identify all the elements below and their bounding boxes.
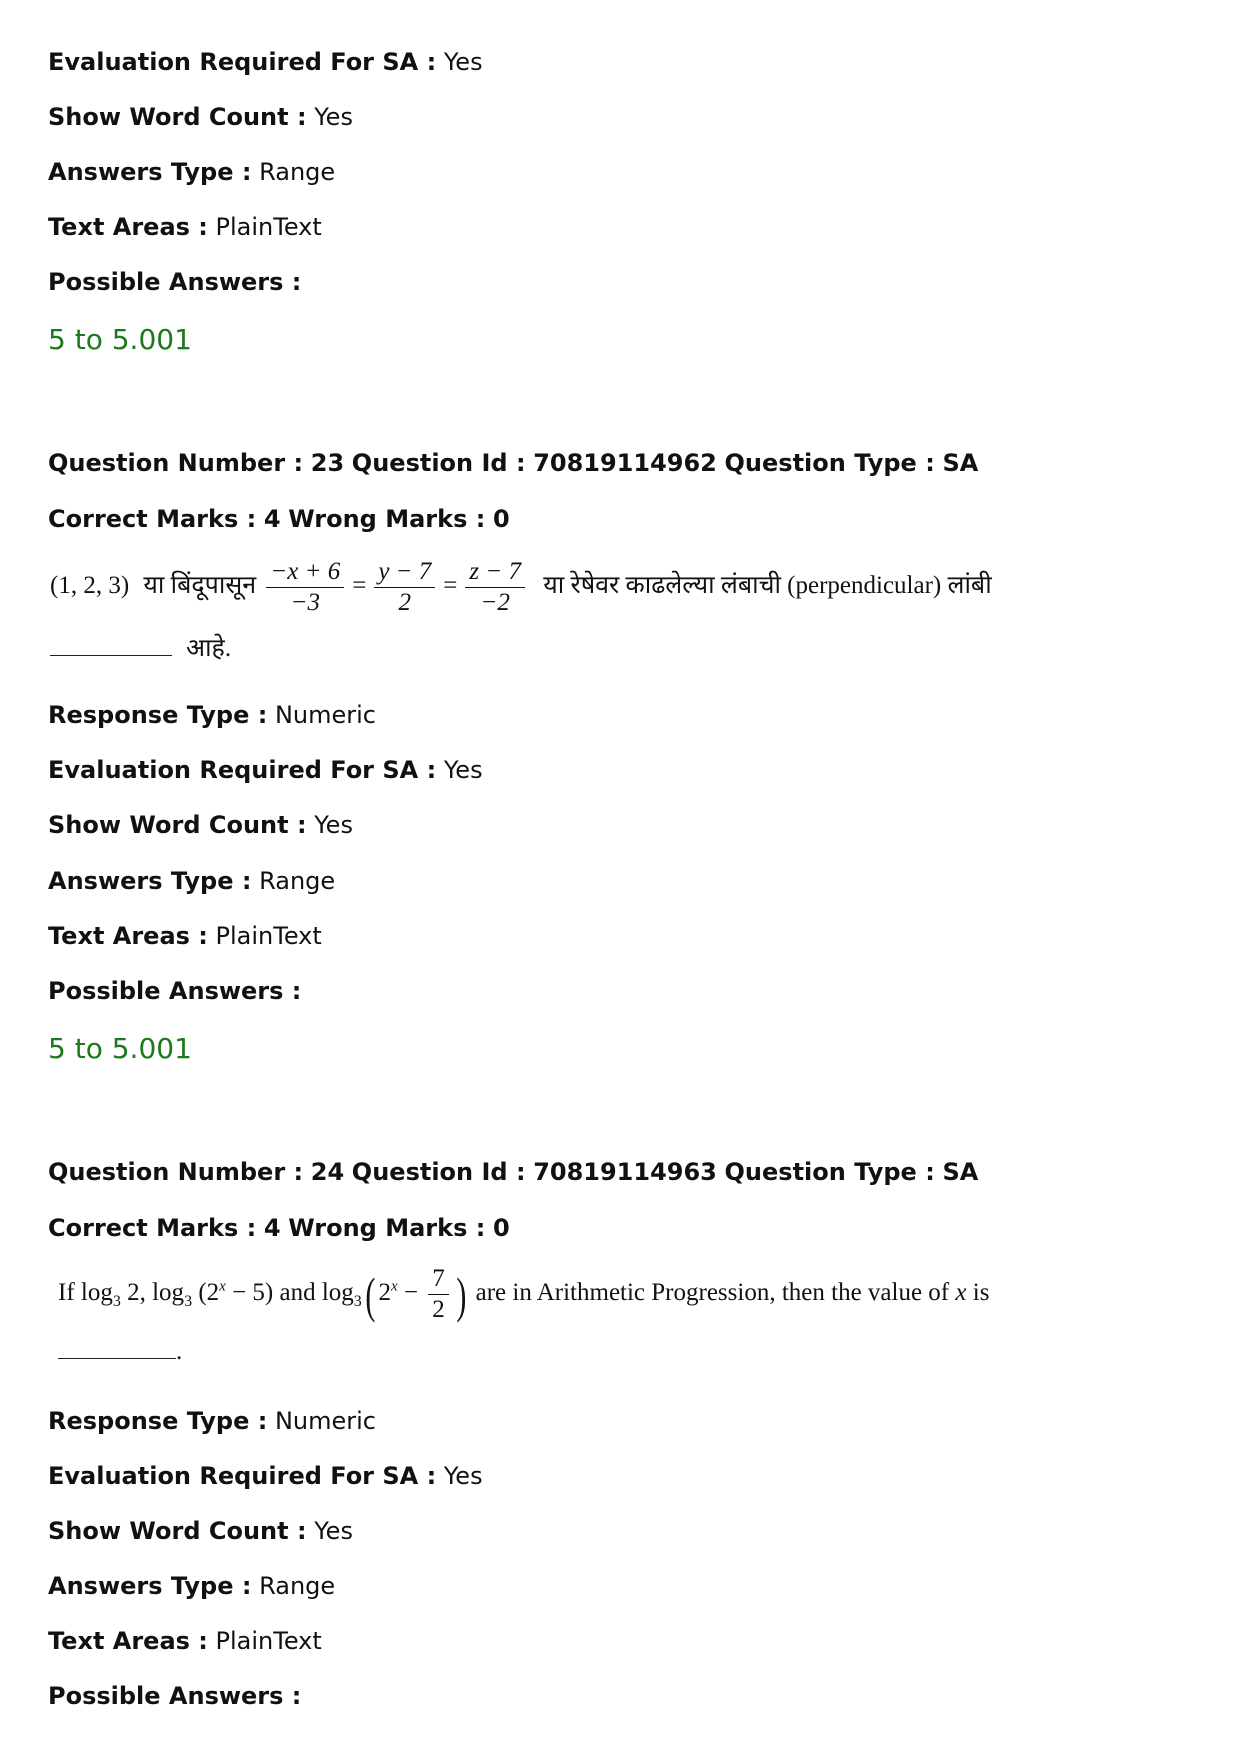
label: Text Areas : xyxy=(48,1627,208,1655)
denominator: 2 xyxy=(398,589,412,616)
q23-question-text: (1, 2, 3) या बिंदूपासून $\frac{-x + 6}{-3}$ = $\frac{y - 7}{2}$ = $\frac{z - 7}{-2}$ या रेषेवर काढलेल्या लंबाची (perpendicular) लांबी xyxy=(50,558,992,616)
numerator: z − 7 xyxy=(465,558,525,588)
label: Question Id : xyxy=(351,449,526,477)
value: PlainText xyxy=(215,922,322,950)
denominator: 2 xyxy=(432,1296,445,1323)
value: Range xyxy=(259,867,336,895)
point: (1, 2, 3) xyxy=(50,572,130,600)
value: Yes xyxy=(314,103,353,131)
q24-question-text: If $\log_3 2$, $\log_3 (2^x - 5)$ and $\log_3$( $2^x$ − $\frac{7}{2}$ ) are in Arithmetic Progression, then the value of x is xyxy=(58,1265,990,1323)
prev-text-areas xyxy=(48,212,322,242)
value: Numeric xyxy=(274,1407,376,1435)
q24-answers-type xyxy=(48,1571,335,1601)
answer-blank xyxy=(50,641,172,656)
value: 23 xyxy=(310,449,345,477)
label: Answers Type : xyxy=(48,1572,252,1600)
q23-eval-required xyxy=(48,755,483,785)
label: Show Word Count : xyxy=(48,103,307,131)
from-point: या बिंदूपासून xyxy=(143,572,257,600)
label: Question Type : xyxy=(724,1158,935,1186)
q23-marks xyxy=(48,504,510,534)
value: PlainText xyxy=(215,213,322,241)
label: Text Areas : xyxy=(48,213,208,241)
numerator: y − 7 xyxy=(374,558,435,588)
label: Possible Answers : xyxy=(48,1682,302,1710)
label: Possible Answers : xyxy=(48,268,302,296)
value: PlainText xyxy=(215,1627,322,1655)
value: Numeric xyxy=(274,701,376,729)
prev-possible-answer: 5 to 5.001 xyxy=(48,323,192,356)
label: Wrong Marks : xyxy=(288,1214,486,1242)
tail: are in Arithmetic Progression, then the value of xyxy=(469,1279,956,1307)
if: If xyxy=(58,1279,75,1307)
is: is xyxy=(966,1279,990,1307)
label: Evaluation Required For SA : xyxy=(48,48,437,76)
q24-question-blank-line: . xyxy=(58,1338,182,1366)
log-1: $\log_3$ xyxy=(80,1279,121,1311)
label: Evaluation Required For SA : xyxy=(48,1462,437,1490)
prev-answers-type xyxy=(48,157,335,187)
q23-possible-answer: 5 to 5.001 xyxy=(48,1032,192,1065)
label: Answers Type : xyxy=(48,867,252,895)
value: Yes xyxy=(314,811,353,839)
q23-response-type xyxy=(48,700,376,730)
value: SA xyxy=(942,449,979,477)
label: Correct Marks : xyxy=(48,505,257,533)
is: आहे. xyxy=(186,635,232,662)
value: 70819114962 xyxy=(533,449,717,477)
fraction-2 xyxy=(374,558,435,617)
value: Range xyxy=(259,158,336,186)
label: Answers Type : xyxy=(48,158,252,186)
log-3: $\log_3$ xyxy=(321,1279,362,1311)
q24-text-areas xyxy=(48,1626,322,1656)
label: Response Type : xyxy=(48,701,268,729)
q24-possible-answers-label xyxy=(48,1681,301,1711)
x-variable: x xyxy=(955,1279,967,1307)
label: Show Word Count : xyxy=(48,811,307,839)
label: Show Word Count : xyxy=(48,1517,307,1545)
label: Text Areas : xyxy=(48,922,208,950)
denominator: −2 xyxy=(480,589,510,616)
value: 4 xyxy=(263,505,281,533)
answer-blank xyxy=(58,1344,176,1359)
prev-possible-answers-label xyxy=(48,267,301,297)
q23-possible-answers-label xyxy=(48,976,301,1006)
prev-eval-required xyxy=(48,47,483,77)
label: Possible Answers : xyxy=(48,977,302,1005)
q24-marks xyxy=(48,1213,510,1243)
value: 0 xyxy=(492,1214,510,1242)
value: Yes xyxy=(314,1517,353,1545)
q24-response-type xyxy=(48,1406,376,1436)
q24-header xyxy=(48,1157,978,1187)
value: Range xyxy=(259,1572,336,1600)
arg-2: $(2^x - 5)$ and xyxy=(192,1278,322,1307)
label: Question Type : xyxy=(724,449,935,477)
log-2: $\log_3$ xyxy=(152,1279,193,1311)
value: 0 xyxy=(492,505,510,533)
q23-show-word-count xyxy=(48,810,353,840)
label: Evaluation Required For SA : xyxy=(48,756,437,784)
q24-eval-required xyxy=(48,1461,483,1491)
q23-question-blank-line xyxy=(50,630,231,664)
value: 24 xyxy=(310,1158,345,1186)
denominator: −3 xyxy=(290,589,320,616)
value: 4 xyxy=(263,1214,281,1242)
value: Yes xyxy=(443,756,483,784)
label: Question Id : xyxy=(351,1158,526,1186)
value: 70819114963 xyxy=(533,1158,717,1186)
q23-header xyxy=(48,448,978,478)
q24-show-word-count xyxy=(48,1516,353,1546)
q23-text-areas xyxy=(48,921,322,951)
value: SA xyxy=(942,1158,979,1186)
on-line: या रेषेवर काढलेल्या लंबाची (perpendicular) लांबी xyxy=(543,572,992,600)
prev-show-word-count xyxy=(48,102,353,132)
value: Yes xyxy=(443,1462,483,1490)
label: Correct Marks : xyxy=(48,1214,257,1242)
numerator: −x + 6 xyxy=(266,558,344,588)
label: Wrong Marks : xyxy=(288,505,486,533)
label: Question Number : xyxy=(48,1158,304,1186)
value: Yes xyxy=(443,48,483,76)
two-power-x: 2$^x$ xyxy=(378,1278,398,1307)
q23-answers-type xyxy=(48,866,335,896)
fraction-seven-halves xyxy=(428,1265,449,1324)
arg-1: 2, xyxy=(120,1279,153,1307)
fraction-3 xyxy=(465,558,525,617)
label: Response Type : xyxy=(48,1407,268,1435)
label: Question Number : xyxy=(48,449,304,477)
numerator: 7 xyxy=(428,1265,449,1295)
fraction-1 xyxy=(266,558,344,617)
